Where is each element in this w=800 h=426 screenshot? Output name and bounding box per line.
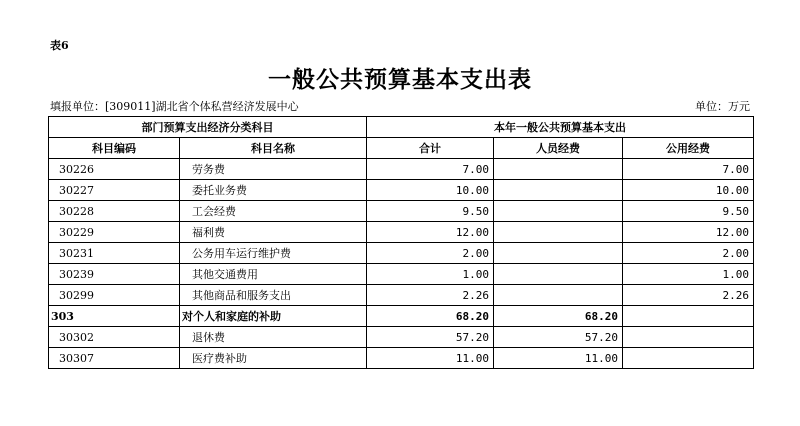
- row-code: 30227: [49, 180, 180, 201]
- row-public: 9.50: [623, 201, 754, 222]
- currency-unit: 单位：万元: [695, 100, 750, 113]
- row-code: 303: [49, 306, 180, 327]
- row-public: [623, 306, 754, 327]
- row-name: 医疗费补助: [180, 348, 367, 369]
- row-total: 57.20: [367, 327, 494, 348]
- table-row: [49, 348, 754, 369]
- row-total: 10.00: [367, 180, 494, 201]
- table-row: [49, 159, 754, 180]
- row-code: 30239: [49, 264, 180, 285]
- row-public: 12.00: [623, 222, 754, 243]
- row-total: 9.50: [367, 201, 494, 222]
- row-total: 11.00: [367, 348, 494, 369]
- table-row: [49, 222, 754, 243]
- header-total: 合计: [367, 138, 494, 159]
- row-public: 2.26: [623, 285, 754, 306]
- row-total: 68.20: [367, 306, 494, 327]
- row-code: 30226: [49, 159, 180, 180]
- row-code: 30228: [49, 201, 180, 222]
- header-name: 科目名称: [180, 138, 367, 159]
- row-name: 公务用车运行维护费: [180, 243, 367, 264]
- table-row-category: [49, 306, 754, 327]
- row-code: 30302: [49, 327, 180, 348]
- table-row: [49, 180, 754, 201]
- table-row: [49, 285, 754, 306]
- table-row: [49, 201, 754, 222]
- page-title: 一般公共预算基本支出表: [268, 66, 532, 93]
- row-personnel: [494, 285, 623, 306]
- row-name: 福利费: [180, 222, 367, 243]
- row-total: 7.00: [367, 159, 494, 180]
- row-total: 2.00: [367, 243, 494, 264]
- header-classification-group: 部门预算支出经济分类科目: [49, 117, 367, 138]
- row-public: [623, 348, 754, 369]
- row-code: 30231: [49, 243, 180, 264]
- row-name: 退休费: [180, 327, 367, 348]
- row-personnel: [494, 243, 623, 264]
- row-personnel: [494, 201, 623, 222]
- row-personnel: 57.20: [494, 327, 623, 348]
- row-personnel: [494, 264, 623, 285]
- header-expenditure-group: 本年一般公共预算基本支出: [367, 117, 754, 138]
- budget-table: [48, 116, 754, 369]
- table-row: [49, 327, 754, 348]
- row-total: 1.00: [367, 264, 494, 285]
- row-public: 7.00: [623, 159, 754, 180]
- row-public: [623, 327, 754, 348]
- reporting-unit: 填报单位：[309011]湖北省个体私营经济发展中心: [50, 100, 299, 113]
- table-row: [49, 243, 754, 264]
- row-personnel: [494, 159, 623, 180]
- table-number: 表6: [50, 39, 69, 52]
- row-personnel: 68.20: [494, 306, 623, 327]
- row-total: 2.26: [367, 285, 494, 306]
- row-public: 1.00: [623, 264, 754, 285]
- row-name: 工会经费: [180, 201, 367, 222]
- row-public: 10.00: [623, 180, 754, 201]
- row-code: 30307: [49, 348, 180, 369]
- header-code: 科目编码: [49, 138, 180, 159]
- row-name: 其他交通费用: [180, 264, 367, 285]
- header-public: 公用经费: [623, 138, 754, 159]
- row-code: 30229: [49, 222, 180, 243]
- row-public: 2.00: [623, 243, 754, 264]
- table-row: [49, 264, 754, 285]
- row-name: 对个人和家庭的补助: [180, 306, 367, 327]
- row-code: 30299: [49, 285, 180, 306]
- row-personnel: 11.00: [494, 348, 623, 369]
- row-name: 委托业务费: [180, 180, 367, 201]
- row-name: 其他商品和服务支出: [180, 285, 367, 306]
- row-personnel: [494, 222, 623, 243]
- row-name: 劳务费: [180, 159, 367, 180]
- row-total: 12.00: [367, 222, 494, 243]
- row-personnel: [494, 180, 623, 201]
- header-personnel: 人员经费: [494, 138, 623, 159]
